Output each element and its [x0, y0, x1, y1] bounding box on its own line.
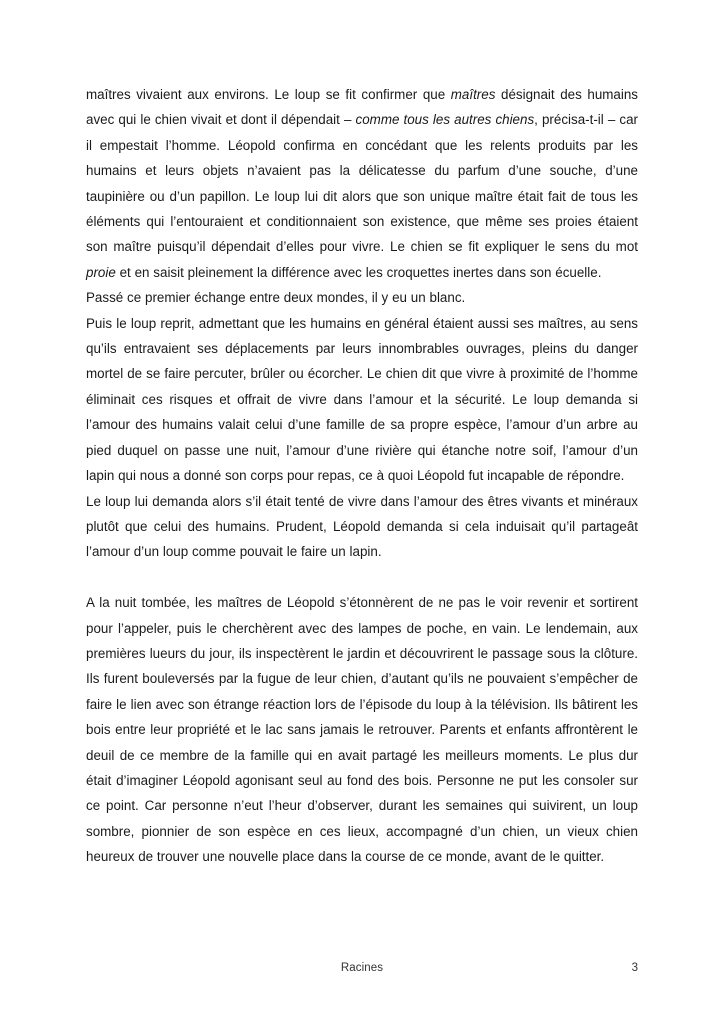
- run-text: maîtres vivaient aux environs. Le loup se fit confirmer que: [86, 87, 451, 102]
- footer-document-title: Racines: [340, 962, 384, 974]
- footer-page-number: 3: [631, 962, 638, 974]
- paragraph-maitres-designait: [86, 82, 638, 285]
- run-text: A la nuit tombée, les maîtres de Léopold s’étonnèrent de ne pas le voir revenir et sortirent pour l’appeler, puis le cherchèrent avec des lampes de poche, en vain. Le lendemain, aux premières lueurs du jour, ils inspectèrent le jardin et découvrirent le passage sous la clôture. Ils furent bouleversés par la fugue de leur chien, d’autant qu’ils ne pouvaient s’empêcher de faire le lien avec son étrange réaction lors de l’épisode du loup à la télévision. Ils bâtirent les bois entre leur propriété et le lac sans jamais le retrouver. Parents et enfants affrontèrent le deuil de ce membre de la famille qui en avait partagé les meilleurs moments. Le plus dur était d’imaginer Léopold agonisant seul au fond des bois. Personne ne put les consoler sur ce point. Car personne n’eut l’heur d’observer, durant les semaines qui suivirent, un loup sombre, pionnier de son espèce en ces lieux, accompagné d’un chien, un vieux chien heureux de trouver une nouvelle place dans la course de ce monde, avant de le quitter.: [86, 595, 638, 865]
- paragraph-loup-reprit: [86, 311, 638, 489]
- run-text: et en saisit pleinement la différence avec les croquettes inertes dans son écuelle.: [115, 264, 602, 280]
- run-italic-maitres: maîtres: [450, 87, 496, 102]
- run-text: Passé ce premier échange entre deux mondes, il y eu un blanc.: [86, 290, 466, 306]
- run-italic-proie: proie: [86, 264, 116, 280]
- paragraph-block-separator: [86, 565, 638, 590]
- block-epilogue: [86, 590, 638, 869]
- block-dialogue: [86, 82, 638, 565]
- paragraph-nuit-tombee: [86, 590, 638, 869]
- run-text: , précisa-t-il – car il empestait l’homme. Léopold confirma en concédant que les relents produits par les humains et leurs objets n’avaient pas la délicatesse du parfum d’une souche, d’une taupinière ou d’un papillon. Le loup lui dit alors que son unique maître était fait de tous les éléments qui l’entouraient et conditionnaient son existence, que même ses proies étaient son maître puisqu’il dépendait d’elles pour vivre. Le chien se fit expliquer le sens du mot: [86, 112, 638, 255]
- run-text: désignait des humains avec qui le chien vivait et dont il dépendait –: [86, 87, 638, 128]
- body-text-column: [86, 82, 638, 870]
- run-text: Le loup lui demanda alors s’il était tenté de vivre dans l’amour des êtres vivants et minéraux plutôt que celui des humains. Prudent, Léopold demanda si cela induisait qu’il partageât l’amour d’un loup comme pouvait le faire un lapin.: [86, 493, 638, 560]
- run-italic-comme-tous-les-autres-chiens: comme tous les autres chiens: [355, 112, 535, 128]
- paragraph-un-blanc: [86, 285, 638, 310]
- paragraph-etres-vivants: [86, 489, 638, 565]
- page-footer: [86, 962, 638, 982]
- run-text: Puis le loup reprit, admettant que les humains en général étaient aussi ses maîtres, au sens qu’ils entravaient ses déplacements par leurs innombrables ouvrages, pleins du danger mortel de se faire percuter, brûler ou écorcher. Le chien dit que vivre à proximité de l’homme éliminait ces risques et offrait de vivre dans l’amour et la sécurité. Le loup demanda si l’amour des humains valait celui d’une famille de sa propre espèce, l’amour d’un arbre au pied duquel on passe une nuit, l’amour d’une rivière qui étanche notre soif, l’amour d’un lapin qui nous a donné son corps pour repas, ce à quoi Léopold fut incapable de répondre.: [86, 315, 638, 484]
